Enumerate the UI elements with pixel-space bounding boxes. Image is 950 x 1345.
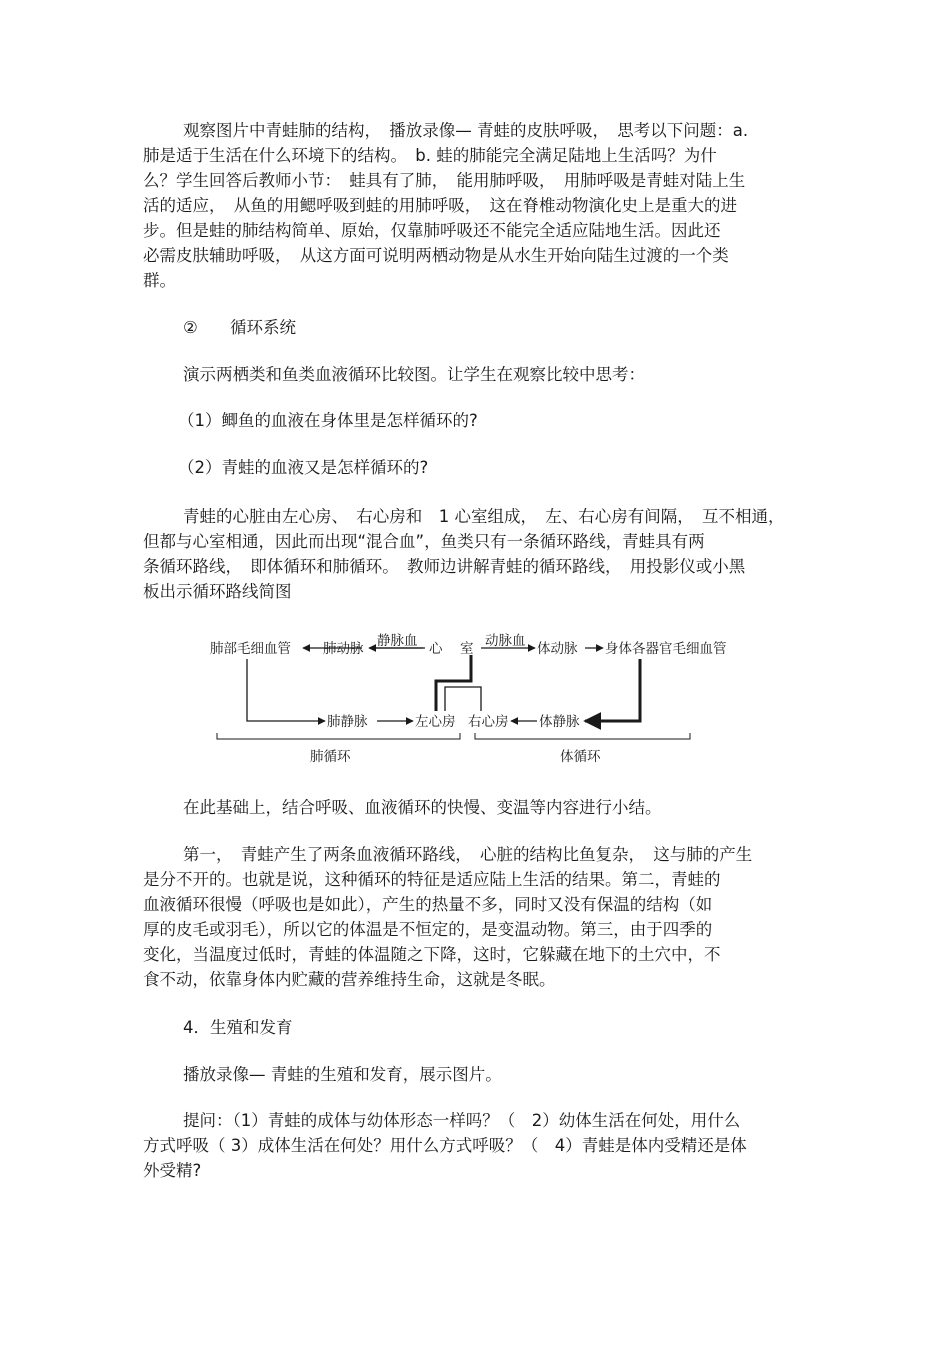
paragraph-line: 提问：（1）青蛙的成体与幼体形态一样吗？（ 2）幼体生活在何处，用什么 — [183, 1111, 741, 1130]
pulmonary-circulation-label: 肺循环 — [310, 749, 351, 765]
body-capillaries-label: 身体各器官毛细血管 — [605, 641, 727, 657]
paragraph-line: 群。 — [143, 271, 176, 290]
paragraph-line: 变化，当温度过低时，青蛙的体温随之下降，这时，它躲藏在地下的土穴中，不 — [143, 945, 721, 964]
lung-return-line — [247, 659, 325, 721]
heart-connector-thin — [445, 687, 481, 711]
paragraph-line: 是分不开的。也就是说，这种循环的特征是适应陆上生活的结果。第二，青蛙的 — [143, 870, 721, 889]
paragraph-line: 厚的皮毛或羽毛），所以它的体温是不恒定的，是变温动物。第三，由于四季的 — [143, 920, 713, 939]
paragraph-line: 步。但是蛙的肺结构简单、原始，仅靠肺呼吸还不能完全适应陆地生活。因此还 — [143, 221, 721, 240]
paragraph-line: 外受精? — [143, 1161, 202, 1180]
systemic-bracket — [475, 733, 690, 739]
section-number: ② — [183, 318, 198, 337]
question-2: （2）青蛙的血液又是怎样循环的? — [178, 458, 429, 477]
summary-intro: 在此基础上，结合呼吸、血液循环的快慢、变温等内容进行小结。 — [183, 798, 662, 817]
paragraph-line: 活的适应， 从鱼的用鳃呼吸到蛙的用肺呼吸， 这在脊椎动物演化史上是重大的进 — [143, 196, 737, 215]
ventricle-label: 室 — [460, 641, 474, 657]
section-title: 循环系统 — [230, 318, 296, 337]
paragraph-line: 但都与心室相通，因此而出现“混合血”，鱼类只有一条循环路线，青蛙具有两 — [143, 532, 705, 551]
left-atrium-label: 左心房 — [415, 714, 456, 730]
paragraph-line: 青蛙的心脏由左心房、 右心房和 1 心室组成， 左、右心房有间隔， 互不相通， — [183, 507, 785, 526]
pulmonary-artery-label: 肺动脉 — [323, 641, 364, 657]
question-1: （1）鲫鱼的血液在身体里是怎样循环的? — [178, 411, 478, 430]
paragraph-line: 肺是适于生活在什么环境下的结构。 b. 蛙的肺能完全满足陆地上生活吗？为什 — [143, 146, 717, 165]
lung-capillaries-label: 肺部毛细血管 — [210, 641, 291, 657]
section-title: 4．生殖和发育 — [183, 1018, 293, 1037]
body-return-line — [585, 659, 640, 721]
heart-label: 心 — [429, 641, 443, 657]
paragraph-line: 么？学生回答后教师小节： 蛙具有了肺， 能用肺呼吸， 用肺呼吸是青蛙对陆上生 — [143, 171, 746, 190]
paragraph-line: 条循环路线， 即体循环和肺循环。 教师边讲解青蛙的循环路线， 用投影仪或小黑 — [143, 557, 746, 576]
pulmonary-vein-label: 肺静脉 — [327, 714, 368, 730]
arterial-blood-label: 动脉血 — [485, 633, 526, 649]
vena-cava-label: 体静脉 — [539, 714, 580, 730]
paragraph-line: 血液循环很慢（呼吸也是如此），产生的热量不多，同时又没有保温的结构（如 — [143, 895, 713, 914]
venous-blood-label: 静脉血 — [377, 633, 418, 649]
pulmonary-bracket — [217, 733, 460, 739]
aorta-label: 体动脉 — [537, 641, 578, 657]
paragraph-line: 观察图片中青蛙肺的结构， 播放录像— 青蛙的皮肤呼吸， 思考以下问题：a. — [183, 121, 749, 140]
paragraph-line: 方式呼吸（ 3）成体生活在何处？用什么方式呼吸？（ 4）青蛙是体内受精还是体 — [143, 1136, 747, 1155]
heart-connector-thick — [436, 661, 471, 711]
paragraph-line: 必需皮肤辅助呼吸， 从这方面可说明两栖动物是从水生开始向陆生过渡的一个类 — [143, 246, 729, 265]
paragraph-line: 板出示循环路线简图 — [143, 582, 292, 601]
circulation-diagram — [205, 625, 745, 775]
intro-text: 演示两栖类和鱼类血液循环比较图。让学生在观察比较中思考： — [183, 365, 645, 384]
systemic-circulation-label: 体循环 — [560, 749, 601, 765]
video-line: 播放录像— 青蛙的生殖和发育，展示图片。 — [183, 1065, 502, 1084]
paragraph-line: 食不动，依靠身体内贮藏的营养维持生命，这就是冬眠。 — [143, 970, 556, 989]
paragraph-line: 第一， 青蛙产生了两条血液循环路线， 心脏的结构比鱼复杂， 这与肺的产生 — [183, 845, 753, 864]
right-atrium-label: 右心房 — [468, 714, 509, 730]
